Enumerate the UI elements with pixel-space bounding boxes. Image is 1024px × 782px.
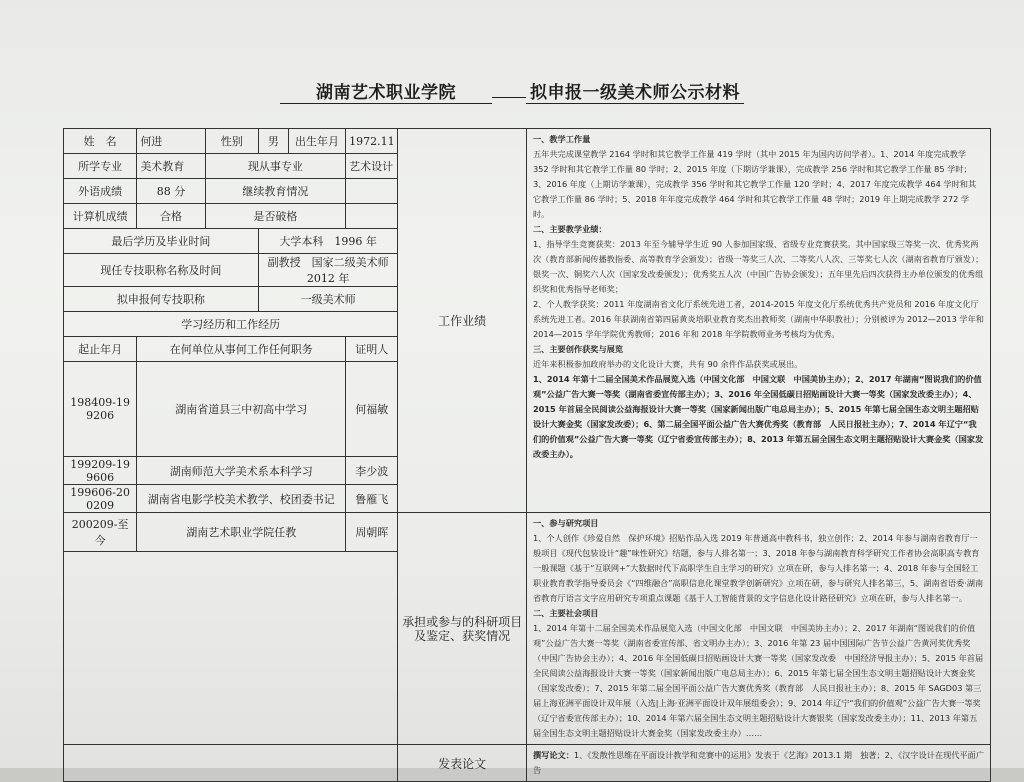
history-period: 200209-至今 (64, 513, 137, 552)
gender-label: 性别 (205, 129, 258, 154)
work-performance-content (526, 129, 990, 513)
current-title-label: 现任专技职称名称及时间 (64, 254, 259, 287)
history-period: 199209-19 9606 (64, 457, 137, 485)
history-witness: 何福敏 (346, 362, 398, 457)
apply-title-label: 拟申报何专技职称 (64, 287, 259, 312)
continuing-education-label: 继续教育情况 (205, 179, 346, 204)
current-title-value: 副教授 国家二级美术师 2012 年 (258, 254, 398, 287)
exceptional-promotion-value (346, 204, 398, 229)
current-major-value: 艺术设计 (346, 154, 398, 179)
work-performance-label: 工作业绩 (398, 129, 527, 513)
application-form-table (63, 128, 991, 782)
birth-value: 1972.11 (346, 129, 398, 154)
history-period: 199606-20 0209 (64, 485, 137, 513)
research-projects-content (526, 513, 990, 745)
history-unit: 湖南师范大学美术系本科学习 (137, 457, 346, 485)
page-title (0, 78, 1024, 104)
research-projects-label: 承担或参与的科研项目及鉴定、获奖情况 (398, 513, 527, 745)
history-unit: 湖南艺术职业学院任教 (137, 513, 346, 552)
work-paragraph-2b: 2、个人教学获奖：2011 年度湖南省文化厅系统先进工者，2014-2015 年度文化厅系统优秀共产党员和 2016 年度文化厅系统先进工者。2016 年获湖南省第四届黄炎培职业教育奖杰出教师奖（湖南中华职教社）；分别被评为 2012—2013 学年和 2014—2015 学年学院优秀教师；2016 年和 2018 年学院教师业务考核均为优秀。 (532, 299, 984, 339)
continuing-education-value (346, 179, 398, 204)
education-value: 大学本科 1996 年 (258, 229, 398, 254)
name-label: 姓 名 (64, 129, 137, 154)
research-heading-1: 一、参与研究项目 (532, 518, 599, 528)
computer-score-label: 计算机成绩 (64, 204, 137, 229)
gender-value: 男 (258, 129, 288, 154)
history-section-label: 学习经历和工作经历 (64, 312, 398, 337)
language-score-value: 88 分 (137, 179, 205, 204)
history-col-witness: 证明人 (346, 337, 398, 362)
papers-lead: 撰写论文： (532, 750, 574, 760)
history-col-period: 起止年月 (64, 337, 137, 362)
work-paragraph-2a: 1、指导学生竞赛获奖：2013 年至今辅导学生近 90 人参加国家级、省级专业竞赛获奖。其中国家级三等奖一次、优秀奖两次（教育部新闻传播教指委、高等教育学会颁发）；省级一等奖三人次、二等奖八人次、三等奖七人次（湖南省教育厅颁发）；银奖一次、铜奖六人次（国家发改委颁发）；优秀奖五人次（中国广告协会颁发）；五年里先后四次获得主办单位颁发的优秀组织奖和优秀指导老师奖； (532, 239, 984, 294)
work-paragraph-3a: 近年来积极参加政府举办的文化设计大赛，共有 90 余件作品获奖或展出。 (532, 359, 803, 369)
history-empty-area-bottom (64, 745, 398, 782)
table-row (64, 513, 991, 552)
history-witness: 鲁雁飞 (346, 485, 398, 513)
history-empty-area (64, 551, 398, 744)
papers-text: 1、《发散性思维在平面设计教学和竞赛中的运用》发表于《艺海》2013.1 期 独著；2、《汉字设计在现代平面广告 (532, 750, 985, 775)
history-witness: 李少波 (346, 457, 398, 485)
history-unit: 湖南省道县三中初高中学习 (137, 362, 346, 457)
work-paragraph-3b: 1、2014 年第十二届全国美术作品展览入选（中国文化部 中国文联 中国美协主办）；2、2017 年湖南“图说我们的价值观”公益广告大赛一等奖（湖南省委宣传部主办）；3、2016 年全国低碳日招贴画设计大赛一等奖（国家发改委主办）；4、2015 年首届全民阅读公益海报设计大赛一等奖（国家新闻出版广电总局主办）；5、2015 年第七届全国生态文明主题招贴设计大赛金奖（国家发改委）；6、第二届全国平面公益广告大赛优秀奖（教育部 人民日报社主办）；7、2014 年辽宁“我们的价值观”公益广告大赛一等奖（辽宁省委宣传部主办）；8、2013 年第五届全国生态文明主题招贴设计大赛金奖（国家发改委主办）。 (532, 374, 984, 459)
history-period: 198409-19 9206 (64, 362, 137, 457)
work-heading-2: 二、主要教学业绩： (532, 224, 607, 234)
school-name: 湖南艺术职业学院 (280, 78, 492, 104)
research-heading-2: 二、主要社会项目 (532, 608, 599, 618)
title-blank-line (492, 97, 526, 98)
history-witness: 周朝晖 (346, 513, 398, 552)
research-paragraph-2: 1、2014 年第十二届全国美术作品展览入选（中国文化部 中国文联 中国美协主办）；2、2017 年湖南“图说我们的价值观”公益广告大赛一等奖（湖南省委宣传部、省文明办主办）；3、2016 年第 23 届中国国际广告节公益广告黄河奖优秀奖（中国广告协会主办）；4、2016 年全国低碳日招贴画设计大赛一等奖（国家发改委 中国经济导报主办）；5、2015 年首届全民阅读公益海报设计大赛一等奖（国家新闻出版广电总局主办）；6、2015 年第七届全国生态文明主题招贴设计大赛金奖（国家发改委）；7、2015 年第二届全国平面公益广告大赛优秀奖（教育部 人民日报社主办）；8、2015 年 SAGD03 第三届上海亚洲平面设计双年展（入选|上海·亚洲平面设计双年展组委会）；9、2014 年辽宁“我们的价值观”公益广告大赛一等奖（辽宁省委宣传部主办）；10、2014 年第六届全国生态文明主题招贴设计大赛银奖（国家发改委主办）；11、2013 年第五届全国生态文明主题招贴设计大赛金奖（国家发改委主办）…… (532, 623, 984, 738)
work-paragraph-1: 五年共完成课堂教学 2164 学时和其它教学工作量 419 学时（其中 2015 年为国内访问学者）。1、2014 年度完成教学 352 学时和其它教学工作量 80 学时；2、2015 年度（下期访学兼课），完成教学 256 学时和其它教学工作量 85 学时；3、2016 年度（上期访学兼课），完成教学 356 学时和其它教学工作量 120 学时；4、2017 年度完成教学 464 学时和其它教学工作量 86 学时；5、2018 年年度完成教学 464 学时和其它教学工作量 48 学时；2019 年上期完成教学 272 学时。 (532, 149, 977, 219)
title-text: 拟申报一级美术师公示材料 (526, 78, 744, 104)
work-heading-1: 一、教学工作量 (532, 134, 591, 144)
apply-title-value: 一级美术师 (258, 287, 398, 312)
birth-label: 出生年月 (288, 129, 345, 154)
major-value: 美术教育 (137, 154, 205, 179)
history-col-unit: 在何单位从事何工作任何职务 (137, 337, 346, 362)
language-score-label: 外语成绩 (64, 179, 137, 204)
computer-score-value: 合格 (137, 204, 205, 229)
history-unit: 湖南省电影学校美术教学、校团委书记 (137, 485, 346, 513)
major-label: 所学专业 (64, 154, 137, 179)
exceptional-promotion-label: 是否破格 (205, 204, 346, 229)
papers-content (526, 745, 990, 782)
work-heading-3: 三、主要创作获奖与展览 (532, 344, 624, 354)
papers-label: 发表论文 (398, 745, 527, 782)
research-paragraph-1: 1、个人创作《珍爱自然 保护环境》招贴作品入选 2019 年普通高中教科书，独立创作；2、2014 年参与湖南省教育厅一般项目《现代包装设计“趣”味性研究》结题，参与人排名第一；3、2018 年参与湖南教育科学研究工作者协会高职高专教育一般课题《基于“互联网+”大数据时代下高职学生自主学习的研究》立项在研，参与人排名第一；4、2018 年参与全国轻工职业教育教学指导委员会《“四维融合”高职信息化课堂教学创新研究》立项在研，参与研究人排名第三，5、湖南省语委·湖南省教育厅语言文字应用研究专项重点课题《基于人工智能背景的文字信息化设计路径研究》立项在研，参与人排名第一。 (532, 533, 984, 603)
education-label: 最后学历及毕业时间 (64, 229, 259, 254)
name-value: 何进 (137, 129, 205, 154)
current-major-label: 现从事专业 (205, 154, 346, 179)
